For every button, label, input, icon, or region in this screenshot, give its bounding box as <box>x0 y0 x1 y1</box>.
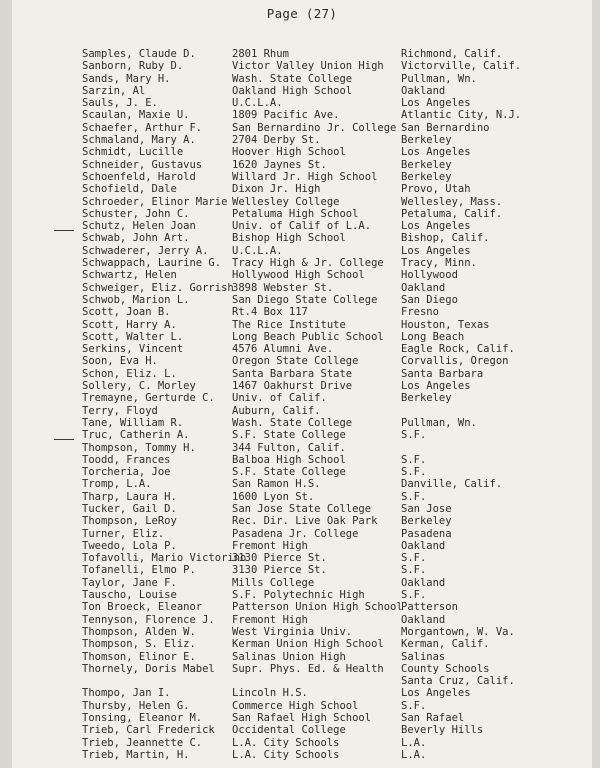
entry-city: Santa Cruz, Calif. <box>401 675 515 688</box>
entry-address: Lincoln H.S. <box>232 687 308 700</box>
entry-name: Scott, Joan B. <box>82 306 171 319</box>
entry-address: Mills College <box>232 576 315 589</box>
entry-name: Schwab, John Art. <box>82 232 190 245</box>
list-item <box>82 294 592 306</box>
list-item <box>82 528 592 540</box>
document-page <box>12 0 592 768</box>
list-item <box>82 245 592 257</box>
entry-address: Wellesley College <box>232 195 340 208</box>
list-item <box>82 85 592 97</box>
entry-city: Santa Barbara <box>401 367 484 380</box>
entry-name: Truc, Catherin A. <box>82 429 190 442</box>
list-item <box>82 343 592 355</box>
list-item <box>82 687 592 699</box>
list-item <box>82 134 592 146</box>
entry-address: 1467 Oakhurst Drive <box>232 380 353 393</box>
list-item <box>82 232 592 244</box>
entry-city: S.F. <box>401 466 427 479</box>
list-item <box>82 503 592 515</box>
entry-address: Tracy High & Jr. College <box>232 257 384 270</box>
entry-address: 3898 Webster St. <box>232 281 334 294</box>
entry-address: S.F. State College <box>232 429 346 442</box>
entry-city: S.F. <box>401 552 427 565</box>
entry-name: Tane, William R. <box>82 416 184 429</box>
entry-name: Schutz, Helen Joan <box>82 220 196 233</box>
entry-address: U.C.L.A. <box>232 97 283 110</box>
entry-name: Tofanelli, Elmo P. <box>82 564 196 577</box>
entry-address: Hoover High School <box>232 146 346 159</box>
list-item <box>82 97 592 109</box>
entry-name: Thompo, Jan I. <box>82 687 171 700</box>
entry-address: 4576 Alumni Ave. <box>232 343 334 356</box>
list-item <box>82 196 592 208</box>
list-item <box>82 478 592 490</box>
entry-name: Turner, Eliz. <box>82 527 165 540</box>
entry-address: Rt.4 Box 117 <box>232 306 308 319</box>
entry-address: Long Beach Public School <box>232 330 384 343</box>
entry-name: Schwaderer, Jerry A. <box>82 244 209 257</box>
entry-city: Houston, Texas <box>401 318 490 331</box>
entry-city: Morgantown, W. Va. <box>401 625 515 638</box>
entry-address: Petaluma High School <box>232 207 359 220</box>
entry-name: Tauscho, Louise <box>82 589 177 602</box>
entry-city: S.F. <box>401 699 427 712</box>
entry-address: 3130 Pierce St. <box>232 552 327 565</box>
list-item <box>82 601 592 613</box>
entry-name: Schuster, John C. <box>82 207 190 220</box>
entry-name: Sarzin, Al <box>82 84 146 97</box>
list-item <box>82 282 592 294</box>
entry-city: Victorville, Calif. <box>401 60 522 73</box>
entry-address: S.F. State College <box>232 466 346 479</box>
list-item <box>82 712 592 724</box>
entry-address: Occidental College <box>232 724 346 737</box>
entry-address: 1600 Lyon St. <box>232 490 315 503</box>
list-item <box>82 257 592 269</box>
entry-address: U.C.L.A. <box>232 244 283 257</box>
entry-address: Victor Valley Union High <box>232 60 384 73</box>
entry-city: Long Beach <box>401 330 465 343</box>
list-item <box>82 651 592 663</box>
entry-city: Berkeley <box>401 392 452 405</box>
entry-address: Commerce High School <box>232 699 359 712</box>
entry-name: Thompson, Tommy H. <box>82 441 196 454</box>
entry-city: S.F. <box>401 564 427 577</box>
list-item <box>82 48 592 60</box>
entry-name: Sands, Mary H. <box>82 72 171 85</box>
list-item <box>82 319 592 331</box>
list-item <box>82 454 592 466</box>
entry-city: Eagle Rock, Calif. <box>401 343 515 356</box>
entry-name: Tremayne, Gerturde C. <box>82 392 215 405</box>
entry-name: Tofavolli, Mario Victorino <box>82 552 247 565</box>
entry-address: 1620 Jaynes St. <box>232 158 327 171</box>
entry-name: Torcheria, Joe <box>82 466 171 479</box>
entry-city: Atlantic City, N.J. <box>401 109 522 122</box>
list-item <box>82 577 592 589</box>
entry-name: Ton Broeck, Eleanor <box>82 601 203 614</box>
list-item <box>82 392 592 404</box>
entry-city: Bishop, Calif. <box>401 232 490 245</box>
entry-city: S.F. <box>401 453 427 466</box>
entry-name: Trieb, Jeannette C. <box>82 736 203 749</box>
list-item <box>82 73 592 85</box>
entry-name: Tharp, Laura H. <box>82 490 177 503</box>
entry-city: Petaluma, Calif. <box>401 207 503 220</box>
entry-address: Fremont High <box>232 539 308 552</box>
list-item <box>82 60 592 72</box>
entry-address: San Bernardino Jr. College <box>232 121 397 134</box>
entry-address: Oregon State College <box>232 355 359 368</box>
entry-name: Thompson, LeRoy <box>82 515 177 528</box>
entry-address: West Virginia Univ. <box>232 625 353 638</box>
list-item <box>82 540 592 552</box>
entry-name: Schwob, Marion L. <box>82 293 190 306</box>
entry-city: Kerman, Calif. <box>401 638 490 651</box>
entry-name: Schmaland, Mary A. <box>82 134 196 147</box>
entry-name: Schoenfeld, Harold <box>82 170 196 183</box>
list-item <box>82 109 592 121</box>
list-item <box>82 614 592 626</box>
entry-name: Serkins, Vincent <box>82 343 184 356</box>
entry-name: Taylor, Jane F. <box>82 576 177 589</box>
list-item <box>82 405 592 417</box>
margin-check-mark <box>54 230 74 231</box>
entry-address: Fremont High <box>232 613 308 626</box>
entry-city: Oakland <box>401 539 446 552</box>
entry-address: Kerman Union High School <box>232 638 384 651</box>
entry-name: Schwartz, Helen <box>82 269 177 282</box>
entry-name: Thomson, Elinor E. <box>82 650 196 663</box>
entry-city: L.A. <box>401 736 427 749</box>
entry-city: Fresno <box>401 306 439 319</box>
entry-address: Dixon Jr. High <box>232 183 321 196</box>
entry-address: San Diego State College <box>232 293 378 306</box>
list-item <box>82 552 592 564</box>
entry-city: Corvallis, Oregon <box>401 355 509 368</box>
entry-address: Balboa High School <box>232 453 346 466</box>
entry-name: Terry, Floyd <box>82 404 158 417</box>
list-item <box>82 355 592 367</box>
entry-name: Schneider, Gustavus <box>82 158 203 171</box>
entry-name: Schaefer, Arthur F. <box>82 121 203 134</box>
entry-name: Tweedo, Lola P. <box>82 539 177 552</box>
entry-city: Hollywood <box>401 269 458 282</box>
entry-city: Oakland <box>401 281 446 294</box>
entry-address: San Ramon H.S. <box>232 478 321 491</box>
entry-name: Scott, Walter L. <box>82 330 184 343</box>
entry-address: Univ. of Calif of L.A. <box>232 220 372 233</box>
margin-check-mark <box>54 439 74 440</box>
entry-city: Berkeley <box>401 134 452 147</box>
list-item <box>82 380 592 392</box>
directory-list <box>82 48 592 761</box>
list-item <box>82 220 592 232</box>
entry-address: Bishop High School <box>232 232 346 245</box>
entry-address: San Jose State College <box>232 502 372 515</box>
entry-name: Tonsing, Eleanor M. <box>82 712 203 725</box>
entry-city: Los Angeles <box>401 244 471 257</box>
entry-name: Thompson, Alden W. <box>82 625 196 638</box>
list-item <box>82 466 592 478</box>
entry-city: Los Angeles <box>401 146 471 159</box>
entry-city: Danville, Calif. <box>401 478 503 491</box>
list-item <box>82 429 592 441</box>
list-item <box>82 515 592 527</box>
entry-name: Sollery, C. Morley <box>82 380 196 393</box>
entry-city: Los Angeles <box>401 97 471 110</box>
list-item <box>82 159 592 171</box>
entry-name: Scott, Harry A. <box>82 318 177 331</box>
entry-name: Thornely, Doris Mabel <box>82 662 215 675</box>
entry-name: Tennyson, Florence J. <box>82 613 215 626</box>
entry-name: Sauls, J. E. <box>82 97 158 110</box>
entry-city: Los Angeles <box>401 380 471 393</box>
entry-name: Thompson, S. Eliz. <box>82 638 196 651</box>
list-item <box>82 749 592 761</box>
entry-city: Provo, Utah <box>401 183 471 196</box>
entry-city: Wellesley, Mass. <box>401 195 503 208</box>
entry-address: Hollywood High School <box>232 269 365 282</box>
entry-city: Beverly Hills <box>401 724 484 737</box>
entry-name: Scaulan, Maxie U. <box>82 109 190 122</box>
list-item <box>82 331 592 343</box>
entry-name: Schweiger, Eliz. Gorrish <box>82 281 234 294</box>
entry-city: S.F. <box>401 589 427 602</box>
list-item <box>82 724 592 736</box>
list-item <box>82 675 592 687</box>
entry-city: San Bernardino <box>401 121 490 134</box>
entry-address: L.A. City Schools <box>232 748 340 761</box>
entry-address: 3130 Pierce St. <box>232 564 327 577</box>
entry-city: S.F. <box>401 490 427 503</box>
entry-address: Wash. State College <box>232 72 353 85</box>
entry-address: Willard Jr. High School <box>232 170 378 183</box>
entry-city: L.A. <box>401 748 427 761</box>
list-item <box>82 442 592 454</box>
list-item <box>82 368 592 380</box>
entry-city: Salinas <box>401 650 446 663</box>
entry-address: Rec. Dir. Live Oak Park <box>232 515 378 528</box>
entry-address: Salinas Union High <box>232 650 346 663</box>
entry-city: San Jose <box>401 502 452 515</box>
entry-city: Berkeley <box>401 515 452 528</box>
entry-name: Trieb, Carl Frederick <box>82 724 215 737</box>
entry-address: The Rice Institute <box>232 318 346 331</box>
entry-address: Supr. Phys. Ed. & Health <box>232 662 384 675</box>
list-item <box>82 564 592 576</box>
entry-name: Trieb, Martin, H. <box>82 748 190 761</box>
page-title: Page (27) <box>266 6 338 21</box>
entry-city: San Rafael <box>401 712 465 725</box>
list-item <box>82 146 592 158</box>
entry-city: Los Angeles <box>401 687 471 700</box>
entry-address: 2704 Derby St. <box>232 134 321 147</box>
entry-city: Berkeley <box>401 170 452 183</box>
list-item <box>82 491 592 503</box>
entry-city: S.F. <box>401 429 427 442</box>
entry-city: Oakland <box>401 84 446 97</box>
entry-name: Sanborn, Ruby D. <box>82 60 184 73</box>
entry-address: S.F. Polytechnic High <box>232 589 365 602</box>
entry-address: Patterson Union High School <box>232 601 403 614</box>
list-item <box>82 306 592 318</box>
list-item <box>82 638 592 650</box>
entry-address: Pasadena Jr. College <box>232 527 359 540</box>
entry-city: Richmond, Calif. <box>401 48 503 60</box>
entry-city: Tracy, Minn. <box>401 257 477 270</box>
entry-city: Pasadena <box>401 527 452 540</box>
list-item <box>82 269 592 281</box>
entry-name: Schroeder, Elinor Marie <box>82 195 228 208</box>
entry-name: Schwappach, Laurine G. <box>82 257 222 270</box>
entry-name: Tromp, L.A. <box>82 478 152 491</box>
list-item <box>82 171 592 183</box>
entry-address: 2801 Rhum <box>232 48 289 60</box>
list-item <box>82 737 592 749</box>
entry-city: Oakland <box>401 576 446 589</box>
entry-address: Wash. State College <box>232 416 353 429</box>
entry-address: Univ. of Calif. <box>232 392 327 405</box>
entry-name: Samples, Claude D. <box>82 48 196 60</box>
entry-city: San Diego <box>401 293 458 306</box>
list-item <box>82 208 592 220</box>
entry-address: San Rafael High School <box>232 712 372 725</box>
list-item <box>82 589 592 601</box>
entry-address: 344 Fulton, Calif. <box>232 441 346 454</box>
entry-city: Pullman, Wn. <box>401 416 477 429</box>
entry-city: Berkeley <box>401 158 452 171</box>
list-item <box>82 700 592 712</box>
entry-city: County Schools <box>401 662 490 675</box>
list-item <box>82 663 592 675</box>
entry-city: Los Angeles <box>401 220 471 233</box>
entry-address: Auburn, Calif. <box>232 404 321 417</box>
entry-city: Pullman, Wn. <box>401 72 477 85</box>
entry-name: Thursby, Helen G. <box>82 699 190 712</box>
list-item <box>82 183 592 195</box>
entry-address: L.A. City Schools <box>232 736 340 749</box>
entry-address: 1809 Pacific Ave. <box>232 109 340 122</box>
entry-city: Oakland <box>401 613 446 626</box>
list-item <box>82 626 592 638</box>
entry-address: Oakland High School <box>232 84 353 97</box>
list-item <box>82 417 592 429</box>
entry-name: Schofield, Dale <box>82 183 177 196</box>
entry-address: Santa Barbara State <box>232 367 353 380</box>
entry-name: Schmidt, Lucille <box>82 146 184 159</box>
entry-city: Patterson <box>401 601 458 614</box>
entry-name: Tucker, Gail D. <box>82 502 177 515</box>
entry-name: Soon, Eva H. <box>82 355 158 368</box>
list-item <box>82 122 592 134</box>
entry-name: Toodd, Frances <box>82 453 171 466</box>
entry-name: Schon, Eliz. L. <box>82 367 177 380</box>
